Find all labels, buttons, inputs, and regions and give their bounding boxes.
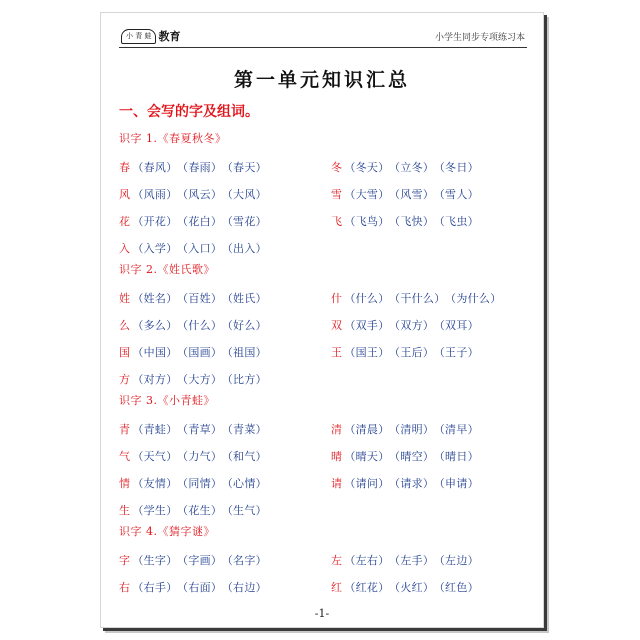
word-group: （心情） — [227, 477, 267, 490]
word-group: （清晨） — [344, 423, 390, 436]
character-entry — [331, 317, 484, 333]
character-entry — [119, 552, 272, 568]
word-group: （字画） — [182, 554, 223, 567]
word-group: （和气） — [227, 450, 267, 463]
word-group: （友情） — [132, 477, 178, 490]
word-group: （火红） — [394, 581, 435, 594]
character: 春 — [119, 161, 131, 174]
word-group: （为什么） — [450, 292, 502, 305]
word-group: （大雪） — [344, 188, 390, 201]
word-group: （生字） — [132, 554, 178, 567]
word-group: （学生） — [132, 504, 178, 517]
character-entry — [119, 290, 272, 306]
header-rule — [119, 47, 527, 48]
character: 飞 — [331, 215, 343, 228]
word-group: （中国） — [132, 346, 178, 359]
word-group: （同情） — [182, 477, 223, 490]
word-group: （姓氏） — [227, 292, 267, 305]
character: 花 — [119, 215, 131, 228]
lesson-title: 识字 2.《姓氏歌》 — [119, 263, 215, 276]
word-group: （青草） — [182, 423, 223, 436]
word-group: （请求） — [394, 477, 435, 490]
word-group: （风雨） — [132, 188, 178, 201]
book-logo-icon — [121, 29, 156, 44]
word-group: （王子） — [439, 346, 479, 359]
character: 左 — [331, 554, 343, 567]
character-entry — [331, 552, 484, 568]
character: 风 — [119, 188, 131, 201]
page-number: -1- — [314, 607, 330, 620]
character-entry — [119, 159, 272, 175]
character-entry — [119, 421, 272, 437]
word-group: （青菜） — [227, 423, 267, 436]
character-entry — [119, 213, 272, 229]
word-group: （春天） — [227, 161, 267, 174]
word-group: （国画） — [182, 346, 223, 359]
character-entry — [119, 448, 272, 464]
lesson-title: 识字 3.《小青蛙》 — [119, 394, 215, 407]
word-group: （花生） — [182, 504, 223, 517]
character: 请 — [331, 477, 343, 490]
page-header — [119, 27, 527, 47]
character: 晴 — [331, 450, 343, 463]
series-name: 小学生同步专项练习本 — [434, 33, 525, 43]
word-group: （雪花） — [227, 215, 267, 228]
word-group: （红花） — [344, 581, 390, 594]
character-entry — [331, 290, 507, 306]
word-group: （立冬） — [394, 161, 435, 174]
character: 入 — [119, 242, 131, 255]
word-group: （多么） — [132, 319, 178, 332]
word-group: （比方） — [227, 373, 267, 386]
section-heading: 一、会写的字及组词。 — [119, 104, 259, 120]
page-title: 第一单元知识汇总 — [233, 69, 410, 91]
word-group: （出入） — [227, 242, 267, 255]
word-group: （春雨） — [182, 161, 223, 174]
character: 双 — [331, 319, 343, 332]
word-group: （清早） — [439, 423, 479, 436]
word-group: （红色） — [439, 581, 479, 594]
word-group: （好么） — [227, 319, 267, 332]
character: 情 — [119, 477, 131, 490]
character-entry — [331, 159, 484, 175]
character-entry — [119, 579, 272, 595]
character-entry — [119, 475, 272, 491]
word-group: （天气） — [132, 450, 178, 463]
word-group: （晴空） — [394, 450, 435, 463]
character-entry — [331, 344, 484, 360]
word-group: （右边） — [227, 581, 267, 594]
word-group: （干什么） — [394, 292, 446, 305]
word-group: （申请） — [439, 477, 479, 490]
character-entry — [331, 186, 484, 202]
character: 清 — [331, 423, 343, 436]
brand-logo — [121, 27, 180, 45]
word-group: （请问） — [344, 477, 390, 490]
word-group: （双方） — [394, 319, 435, 332]
word-group: （生气） — [227, 504, 267, 517]
word-group: （入口） — [182, 242, 223, 255]
word-group: （冬天） — [344, 161, 390, 174]
word-group: （双耳） — [439, 319, 479, 332]
character-entry — [331, 579, 484, 595]
lesson-title: 识字 1.《春夏秋冬》 — [119, 132, 227, 145]
word-group: （风云） — [182, 188, 223, 201]
word-group: （雪人） — [439, 188, 479, 201]
word-group: （青蛙） — [132, 423, 178, 436]
character: 姓 — [119, 292, 131, 305]
character: 右 — [119, 581, 131, 594]
logo-word: 教育 — [158, 30, 181, 43]
character: 生 — [119, 504, 131, 517]
character-entry — [119, 344, 272, 360]
word-group: （对方） — [132, 373, 178, 386]
word-group: （百姓） — [182, 292, 223, 305]
word-group: （什么） — [182, 319, 223, 332]
word-group: （右面） — [182, 581, 223, 594]
word-group: （飞虫） — [439, 215, 479, 228]
word-group: （祖国） — [227, 346, 267, 359]
character: 方 — [119, 373, 131, 386]
character-entry — [331, 448, 484, 464]
word-group: （大风） — [227, 188, 267, 201]
character-entry — [119, 502, 272, 518]
word-group: （晴天） — [344, 450, 390, 463]
word-group: （左右） — [344, 554, 390, 567]
character: 雪 — [331, 188, 343, 201]
word-group: （开花） — [132, 215, 178, 228]
character-entry — [331, 213, 484, 229]
word-group: （力气） — [182, 450, 223, 463]
character: 王 — [331, 346, 343, 359]
character-entry — [119, 186, 272, 202]
character-entry — [119, 317, 272, 333]
document-page — [100, 12, 544, 628]
character-entry — [331, 475, 484, 491]
word-group: （大方） — [182, 373, 223, 386]
character: 国 — [119, 346, 131, 359]
word-group: （风雪） — [394, 188, 435, 201]
word-group: （双手） — [344, 319, 390, 332]
character: 字 — [119, 554, 131, 567]
character-entry — [331, 421, 484, 437]
character: 气 — [119, 450, 131, 463]
logo-small-text: 小 青 蛙 — [126, 32, 152, 40]
lesson-title: 识字 4.《猜字谜》 — [119, 525, 215, 538]
word-group: （入学） — [132, 242, 178, 255]
word-group: （左手） — [394, 554, 435, 567]
word-group: （国王） — [344, 346, 390, 359]
word-group: （左边） — [439, 554, 479, 567]
word-group: （清明） — [394, 423, 435, 436]
word-group: （飞快） — [394, 215, 435, 228]
word-group: （姓名） — [132, 292, 178, 305]
word-group: （晴日） — [439, 450, 479, 463]
word-group: （飞鸟） — [344, 215, 390, 228]
character: 冬 — [331, 161, 343, 174]
character: 么 — [119, 319, 131, 332]
word-group: （名字） — [227, 554, 267, 567]
word-group: （花白） — [182, 215, 223, 228]
word-group: （右手） — [132, 581, 178, 594]
word-group: （春风） — [132, 161, 178, 174]
character: 什 — [331, 292, 343, 305]
word-group: （冬日） — [439, 161, 479, 174]
character-entry — [119, 371, 272, 387]
character: 青 — [119, 423, 131, 436]
word-group: （什么） — [344, 292, 390, 305]
character-entry — [119, 240, 272, 256]
character: 红 — [331, 581, 343, 594]
word-group: （王后） — [394, 346, 435, 359]
